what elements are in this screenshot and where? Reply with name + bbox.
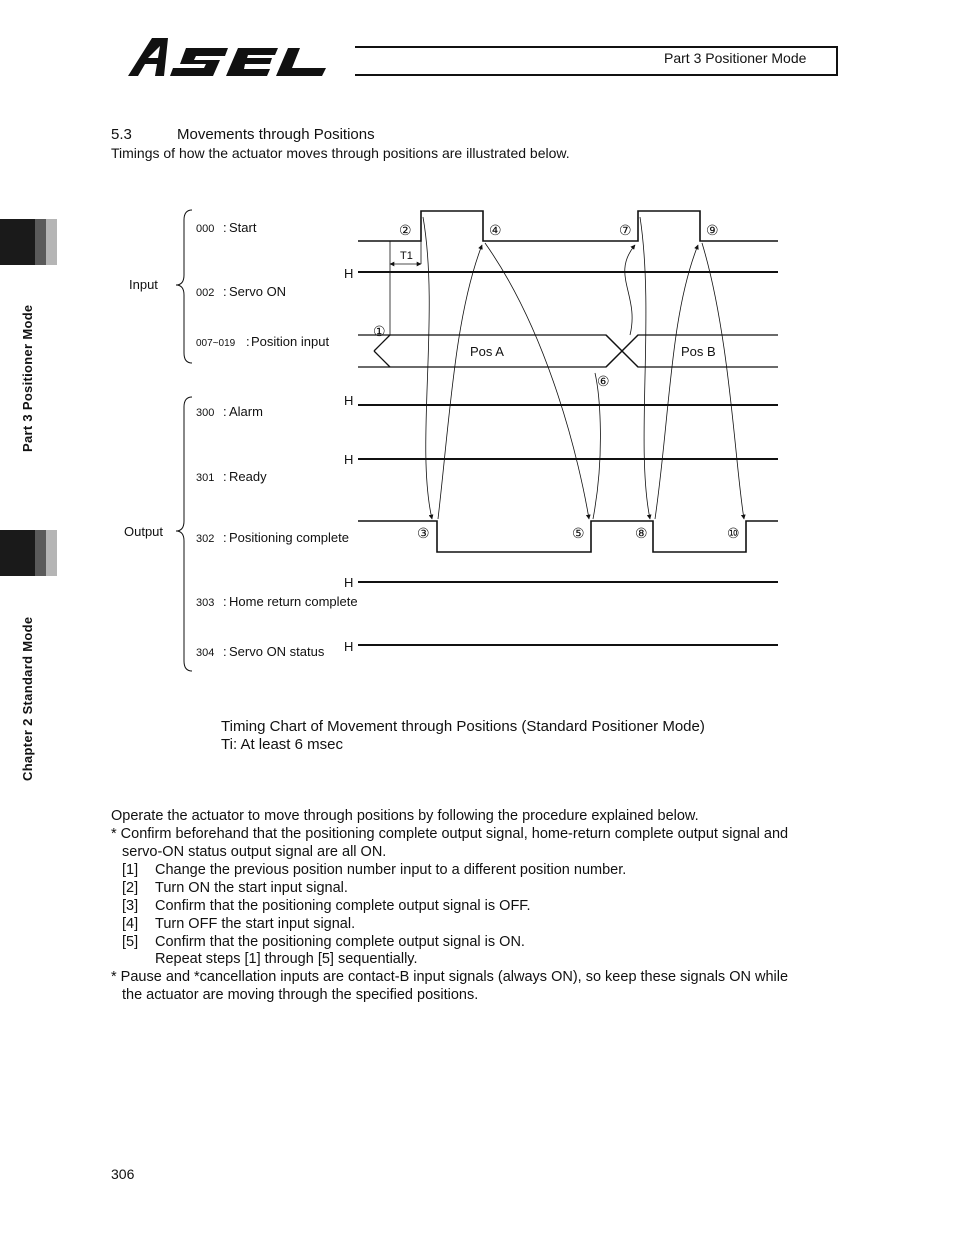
- marker-9: ⑨: [706, 222, 719, 238]
- arrow-9-10: [702, 243, 744, 519]
- step-3-num: [3]: [122, 898, 139, 914]
- step-3-text: Confirm that the positioning complete output signal is OFF.: [155, 898, 531, 914]
- group-input-label: Input: [129, 277, 158, 292]
- output-brace: [176, 397, 192, 671]
- section-number: 5.3: [111, 126, 132, 143]
- svg-text::: :: [223, 220, 227, 235]
- level-mark-ready: H: [344, 452, 354, 467]
- marker-8: ⑧: [635, 525, 648, 541]
- arrow-6-7: [625, 245, 635, 335]
- pos-a-label: Pos A: [470, 344, 504, 359]
- step-2-num: [2]: [122, 880, 139, 896]
- note-1-line-2: servo-ON status output signal are all ON.: [122, 844, 387, 860]
- note-2-line-1: * Pause and *cancellation inputs are contact-B input signals (always ON), so keep these signals ON while: [111, 969, 789, 985]
- marker-10: ⑩: [727, 525, 740, 541]
- signal-code-304: 304: [196, 647, 215, 659]
- svg-text::: :: [223, 644, 227, 659]
- side-tab-chapter: [0, 530, 57, 576]
- figure-caption: Timing Chart of Movement through Positions (Standard Positioner Mode): [221, 718, 705, 735]
- step-1-num: [1]: [122, 862, 139, 878]
- marker-4: ④: [489, 222, 502, 238]
- svg-text::: :: [223, 284, 227, 299]
- svg-text::: :: [246, 334, 250, 349]
- signal-label-start: Start: [229, 220, 257, 235]
- header-rule-top: [355, 46, 837, 48]
- arrow-4-5: [485, 243, 589, 519]
- side-tab-part: [0, 219, 57, 265]
- step-5-text: Confirm that the positioning complete output signal is ON.: [155, 934, 525, 950]
- marker-7: ⑦: [619, 222, 632, 238]
- arrow-8-9: [655, 245, 698, 519]
- section-intro: Timings of how the actuator moves through positions are illustrated below.: [111, 145, 570, 161]
- arrow-2-3: [423, 217, 432, 519]
- signal-label-servo-on: Servo ON: [229, 284, 287, 299]
- section-title: Movements through Positions: [177, 126, 375, 143]
- signal-label-position-input: Position input: [251, 334, 330, 349]
- arrow-3-4: [438, 245, 482, 519]
- level-mark-alarm: H: [344, 393, 354, 408]
- svg-text::: :: [223, 404, 227, 419]
- signal-code-301: 301: [196, 472, 215, 484]
- timing-chart: [110, 195, 790, 685]
- step-4-text: Turn OFF the start input signal.: [155, 916, 356, 932]
- signal-code-300: 300: [196, 407, 215, 419]
- signal-code-302: 302: [196, 533, 215, 545]
- arrow-5-6: [593, 373, 600, 519]
- step-2-text: Turn ON the start input signal.: [155, 880, 348, 896]
- header-rule-end: [836, 46, 838, 76]
- signal-code-007-019: 007~019: [196, 338, 236, 349]
- level-mark-servo-on: H: [344, 266, 354, 281]
- marker-3: ③: [417, 525, 430, 541]
- note-1-line-1: * Confirm beforehand that the positioning complete output signal, home-return complete output signal and: [111, 826, 789, 842]
- side-label-part: Part 3 Positioner Mode: [20, 304, 35, 452]
- asel-logo: [128, 34, 353, 80]
- step-4-num: [4]: [122, 916, 139, 932]
- body-paragraph: Operate the actuator to move through positions by following the procedure explained below.: [111, 808, 699, 824]
- arrow-7-8: [640, 217, 650, 519]
- signal-code-303: 303: [196, 597, 215, 609]
- page-number: 306: [111, 1166, 135, 1182]
- repeat-note: Repeat steps [1] through [5] sequentially.: [155, 951, 418, 967]
- marker-2: ②: [399, 222, 412, 238]
- header-rule-bottom: [355, 74, 837, 76]
- signal-label-alarm: Alarm: [229, 404, 263, 419]
- signal-label-servo-on-status: Servo ON status: [229, 644, 325, 659]
- svg-text::: :: [223, 469, 227, 484]
- group-output-label: Output: [124, 524, 164, 539]
- step-5-num: [5]: [122, 934, 139, 950]
- signal-code-002: 002: [196, 287, 215, 299]
- figure-caption-note: Ti: At least 6 msec: [221, 736, 343, 753]
- input-brace: [176, 210, 192, 363]
- marker-6: ⑥: [597, 373, 610, 389]
- t1-label: T1: [400, 250, 413, 262]
- svg-text::: :: [223, 594, 227, 609]
- signal-label-ready: Ready: [229, 469, 267, 484]
- side-label-chapter: Chapter 2 Standard Mode: [20, 616, 35, 781]
- signal-label-positioning-complete: Positioning complete: [229, 530, 349, 545]
- signal-code-000: 000: [196, 223, 215, 235]
- step-1-text: Change the previous position number input to a different position number.: [155, 862, 627, 878]
- marker-1: ①: [373, 323, 386, 339]
- pos-b-label: Pos B: [681, 344, 716, 359]
- svg-text::: :: [223, 530, 227, 545]
- level-mark-servo-on-status: H: [344, 639, 354, 654]
- marker-5: ⑤: [572, 525, 585, 541]
- level-mark-home-return: H: [344, 575, 354, 590]
- signal-label-home-return: Home return complete: [229, 594, 358, 609]
- header-part-label: Part 3 Positioner Mode: [664, 50, 807, 66]
- note-2-line-2: the actuator are moving through the specified positions.: [122, 987, 479, 1003]
